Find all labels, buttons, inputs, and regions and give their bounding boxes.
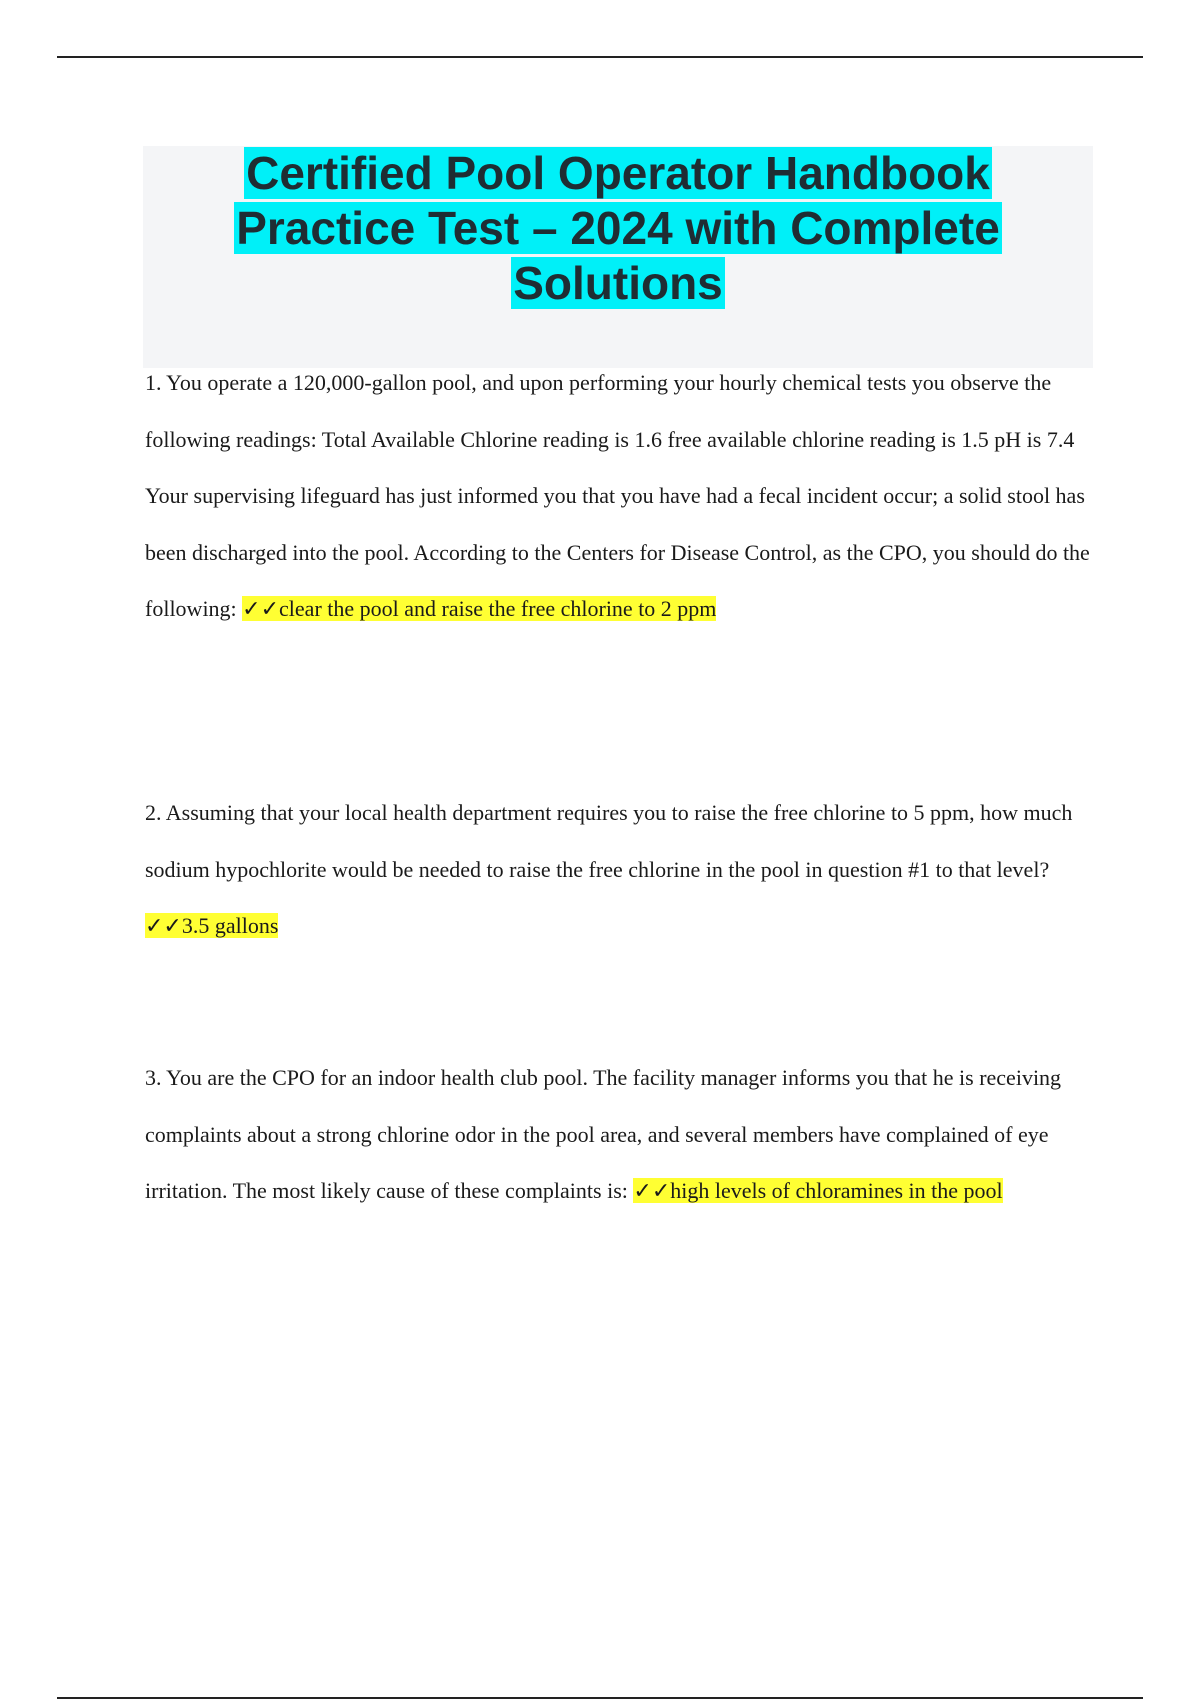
bottom-rule — [57, 1697, 1143, 1699]
question-2-answer: ✓✓3.5 gallons — [145, 913, 279, 938]
top-rule — [57, 56, 1143, 58]
question-1-text: 1. You operate a 120,000-gallon pool, and upon performing your hourly chemical tests you observe the following readings: Total Available Chlorine reading is 1.6 free available chlorine reading is 1.5 pH is 7.4 Your supervising lifeguard has just informed you that you have had a fecal incident occur; a solid stool has been discharged into the pool. According to the Centers for Disease Control, as the CPO, you should do the following: — [145, 370, 1090, 621]
question-3 — [145, 1050, 1095, 1220]
question-3-answer: ✓✓high levels of chloramines in the pool — [633, 1178, 1003, 1203]
question-3-text: 3. You are the CPO for an indoor health club pool. The facility manager informs you that he is receiving complaints about a strong chlorine odor in the pool area, and several members have complained of eye irritation. The most likely cause of these complaints is: — [145, 1065, 1062, 1203]
title-line-1: Certified Pool Operator Handbook — [246, 147, 990, 199]
question-2 — [145, 785, 1095, 955]
question-1-answer: ✓✓clear the pool and raise the free chlorine to 2 ppm — [242, 596, 717, 621]
title-line-2: Practice Test – 2024 with Complete — [236, 202, 1000, 254]
question-1 — [145, 355, 1095, 638]
question-2-text: 2. Assuming that your local health department requires you to raise the free chlorine to 5 ppm, how much sodium hypochlorite would be needed to raise the free chlorine in the pool in question #1 to that level? — [145, 800, 1073, 882]
title-block — [143, 146, 1093, 368]
page-title — [143, 146, 1093, 311]
title-line-3: Solutions — [513, 257, 723, 309]
